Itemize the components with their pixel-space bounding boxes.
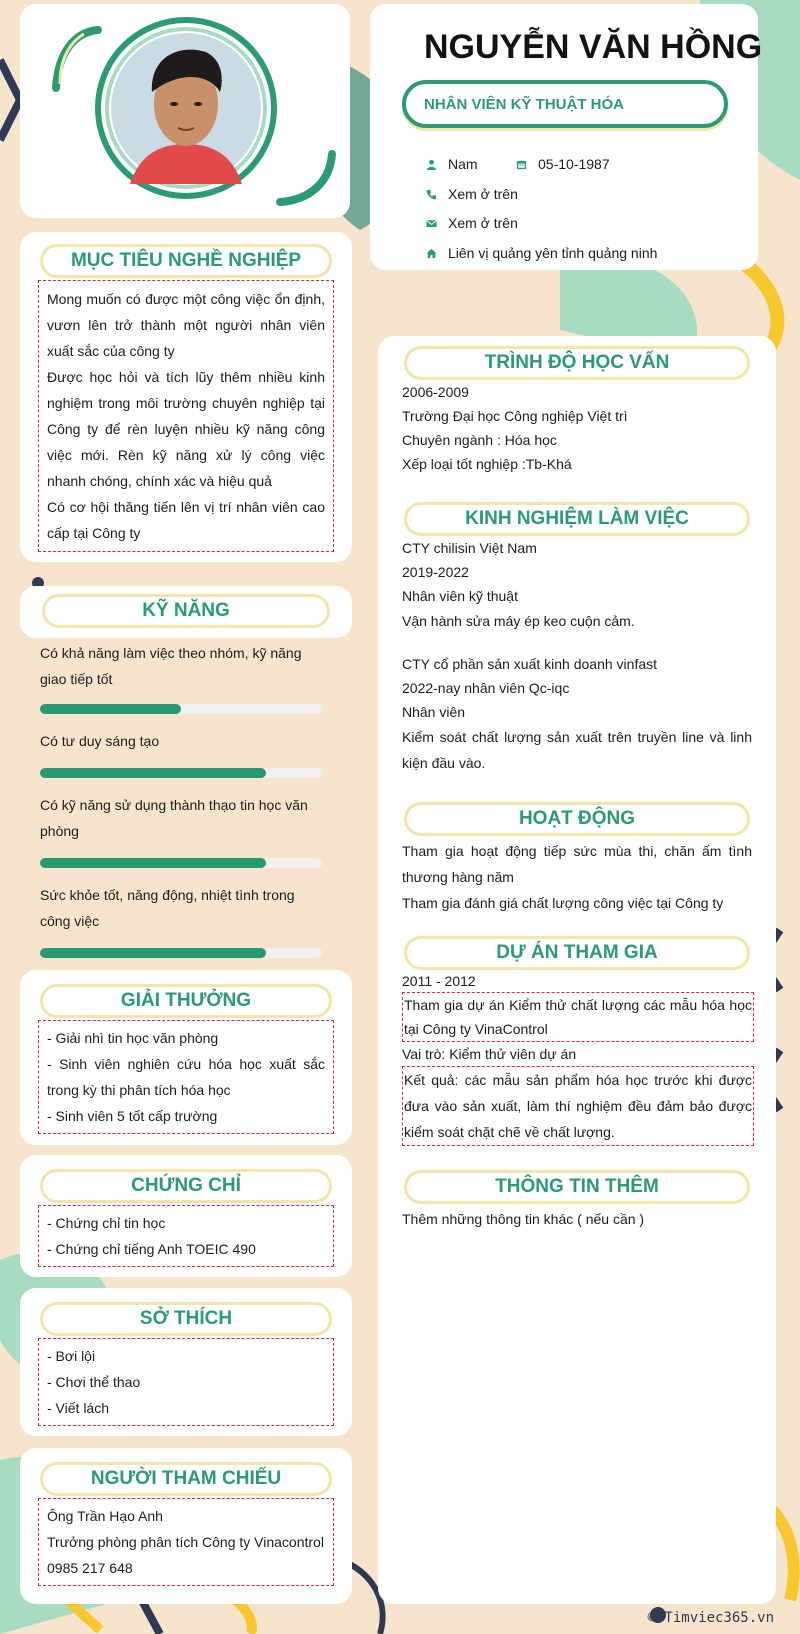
skill-item: [40, 714, 322, 762]
references-box: [38, 1498, 334, 1586]
phone-value: Xem ở trên: [448, 186, 518, 202]
education-line: Xếp loại tốt nghiệp :Tb-Khá: [402, 456, 572, 472]
project-name: Tham gia dự án Kiểm thử chất lượng các mẫu hóa học tại Công ty VinaControl: [402, 992, 754, 1042]
reference-item: 0985 217 648: [47, 1560, 133, 1576]
dob-value: 05-10-1987: [538, 156, 610, 172]
certificate-item: - Chứng chỉ tin học: [47, 1215, 166, 1231]
award-item: - Giải nhì tin học văn phòng: [47, 1030, 219, 1046]
email-row: [424, 215, 518, 231]
certificates-box: [38, 1205, 334, 1267]
job-item: [402, 536, 752, 634]
skill-label: Có tư duy sáng tạo: [40, 733, 160, 749]
activity-item: Tham gia hoạt động tiếp sức mùa thi, chăn ấm tình thương hàng năm: [402, 843, 752, 885]
job-role: Nhân viên: [402, 704, 466, 720]
job-company: CTY chilisin Việt Nam: [402, 540, 537, 556]
activity-item: Tham gia đánh giá chất lượng công việc tại Công ty: [402, 895, 724, 911]
skill-bar: [40, 858, 322, 868]
hobbies-box: [38, 1338, 334, 1426]
activities-body: [402, 838, 752, 916]
position-title: NHÂN VIÊN KỸ THUẬT HÓA: [424, 95, 625, 113]
job-desc: Vận hành sửa máy ép keo cuộn cảm.: [402, 613, 635, 629]
skill-bar: [40, 768, 322, 778]
experience-title: KINH NGHIỆM LÀM VIỆC: [404, 502, 750, 536]
awards-title: GIẢI THƯỞNG: [40, 984, 332, 1018]
project-role: Vai trò: Kiểm thử viên dự án: [402, 1046, 577, 1062]
education-title: TRÌNH ĐỘ HỌC VẤN: [404, 346, 750, 380]
email-icon: [424, 216, 438, 230]
objective-paragraph: Được học hỏi và tích lũy thêm nhiều kinh nghiệm trong môi trường chuyên nghiệp tại Công ty để rèn luyện nhiều kỹ năng công việc mới. Rèn kỹ năng xử lý công việc nhanh chóng, chính xác và hiệu quả: [47, 369, 325, 489]
certificates-card: [20, 1155, 352, 1277]
reference-item: Ông Trần Hạo Anh: [47, 1508, 163, 1524]
education-line: 2006-2009: [402, 384, 469, 400]
objective-paragraph: Có cơ hội thăng tiến lên vị trí nhân viên cao cấp tại Công ty: [47, 499, 325, 541]
activities-title: HOẠT ĐỘNG: [404, 802, 750, 836]
skill-bar-fill: [40, 768, 266, 778]
award-item: - Sinh viên 5 tốt cấp trường: [47, 1108, 218, 1124]
extra-text: Thêm những thông tin khác ( nếu cần ): [402, 1211, 645, 1227]
objective-title: MỤC TIÊU NGHỀ NGHIỆP: [40, 244, 332, 278]
watermark: © Timviec365.vn: [647, 1610, 774, 1626]
education-line: Trường Đại học Công nghiệp Việt trì: [402, 408, 628, 424]
skills-list: [40, 638, 322, 958]
calendar-icon: [514, 157, 528, 171]
certificate-item: - Chứng chỉ tiếng Anh TOEIC 490: [47, 1241, 256, 1257]
job-period: 2022-nay nhân viên Qc-iqc: [402, 680, 570, 696]
address-value: Liên vị quảng yên tỉnh quảng ninh: [448, 245, 658, 261]
skills-title: KỸ NĂNG: [42, 594, 330, 628]
phone-icon: [424, 187, 438, 201]
dob-row: [514, 156, 610, 172]
skill-bar-fill: [40, 948, 266, 958]
user-icon: [424, 157, 438, 171]
gender-row: [424, 156, 478, 172]
skill-bar-fill: [40, 858, 266, 868]
skill-item: [40, 868, 322, 942]
experience-body: [402, 536, 752, 776]
award-item: - Sinh viên nghiên cứu hóa học xuất sắc trong kỳ thi phân tích hóa học: [47, 1056, 325, 1098]
skill-label: Có kỹ năng sử dụng thành thạo tin học văn phòng: [40, 797, 308, 839]
objective-box: [38, 280, 334, 552]
job-period: 2019-2022: [402, 564, 469, 580]
avatar-frame-icon: [20, 4, 350, 218]
certificates-title: CHỨNG CHỈ: [40, 1169, 332, 1203]
project-result: Kết quả: các mẫu sản phẩm hóa học trước khi được đưa vào sản xuất, làm thí nghiệm đều đảm bảo được kiểm soát chặt chẽ về chất lượng.: [402, 1066, 754, 1146]
candidate-name: NGUYỄN VĂN HỒNG: [424, 28, 763, 66]
hobbies-card: [20, 1288, 352, 1436]
home-icon: [424, 246, 438, 260]
projects-title: DỰ ÁN THAM GIA: [404, 936, 750, 970]
gender-value: Nam: [448, 156, 478, 172]
references-title: NGƯỜI THAM CHIẾU: [40, 1462, 332, 1496]
hobbies-title: SỞ THÍCH: [40, 1302, 332, 1336]
skill-bar: [40, 704, 322, 714]
project-period: 2011 - 2012: [402, 973, 476, 989]
skill-item: [40, 778, 322, 852]
references-card: [20, 1448, 352, 1604]
job-role: Nhân viên kỹ thuật: [402, 588, 518, 604]
skill-item: [40, 638, 322, 704]
hobby-item: - Viết lách: [47, 1400, 109, 1416]
job-company: CTY cổ phần sản xuất kinh doanh vinfast: [402, 656, 658, 672]
job-desc: Kiểm soát chất lượng sản xuất trên truyền line và linh kiện đầu vào.: [402, 729, 752, 771]
objective-card: [20, 232, 352, 562]
reference-item: Trưởng phòng phân tích Công ty Vinacontrol: [47, 1534, 324, 1550]
main-content-card: [378, 336, 776, 1604]
email-value: Xem ở trên: [448, 215, 518, 231]
job-item: [402, 652, 752, 776]
position-pill: [402, 80, 728, 128]
extra-title: THÔNG TIN THÊM: [404, 1170, 750, 1204]
awards-card: [20, 970, 352, 1145]
header-card: [370, 4, 763, 270]
skill-label: Có khả năng làm việc theo nhóm, kỹ năng giao tiếp tốt: [40, 645, 302, 687]
hobby-item: - Chơi thể thao: [47, 1374, 141, 1390]
skills-card: [20, 586, 352, 638]
education-body: [402, 380, 752, 476]
skill-bar-fill: [40, 704, 181, 714]
hobby-item: - Bơi lội: [47, 1348, 96, 1364]
avatar-card: [20, 4, 350, 218]
address-row: [424, 245, 657, 261]
skill-bar: [40, 948, 322, 958]
phone-row: [424, 186, 518, 202]
objective-paragraph: Mong muốn có được một công việc ổn định, vươn lên trở thành một người nhân viên xuất sắc của công ty: [47, 291, 325, 359]
projects-body: [402, 970, 754, 1146]
skill-label: Sức khỏe tốt, năng động, nhiệt tình trong công việc: [40, 887, 295, 929]
education-line: Chuyên ngành : Hóa học: [402, 432, 557, 448]
awards-box: [38, 1020, 334, 1134]
